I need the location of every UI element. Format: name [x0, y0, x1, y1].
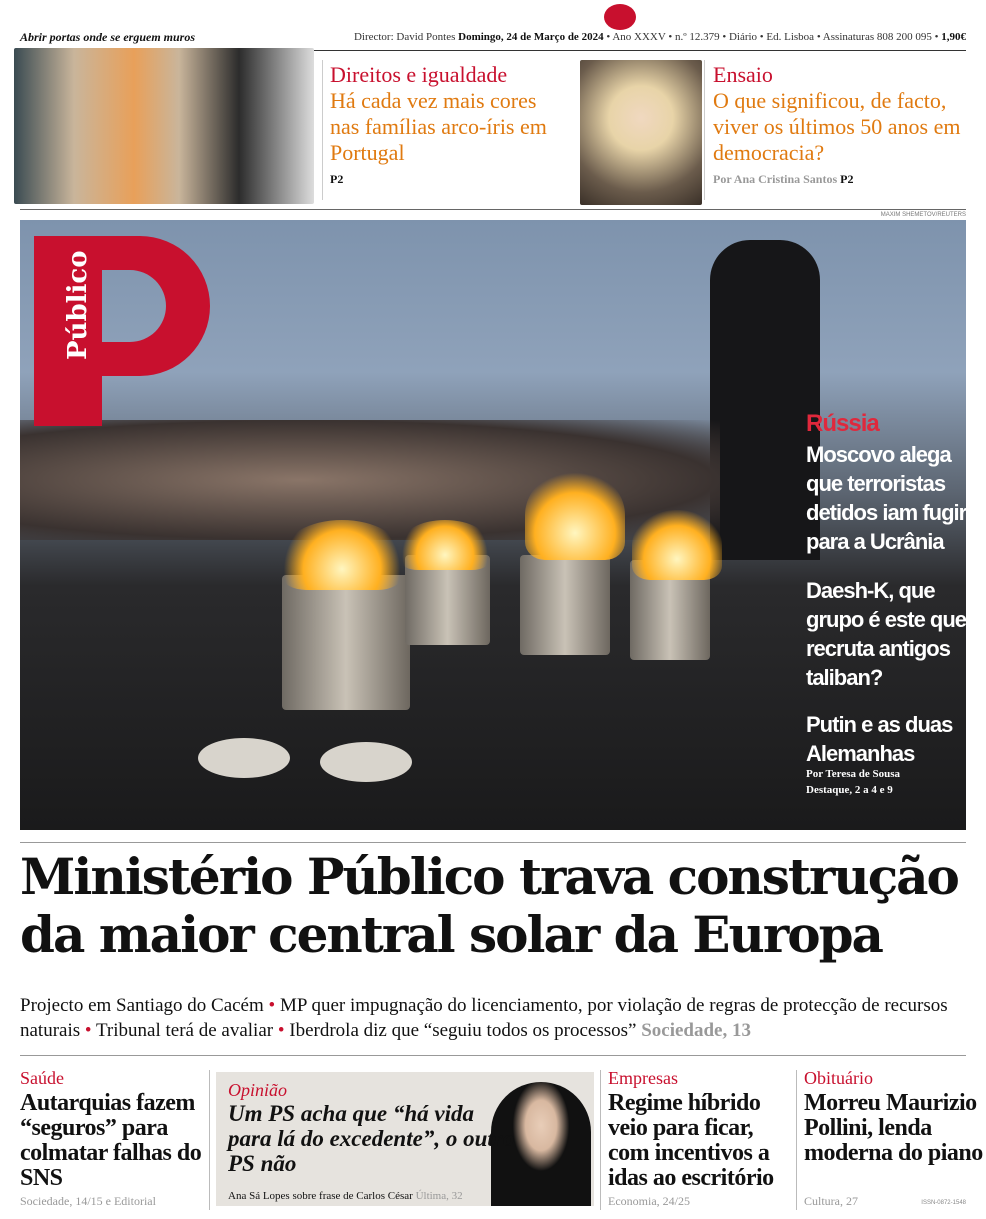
lead-summary: Projecto em Santiago do Cacém • MP quer impugnação do licenciamento, por violação de regras de protecção de recursos naturais • Tribunal terá de avaliar • Iberdrola diz que “seguiu todos os processos” Sociedade, 13: [20, 995, 948, 1041]
photo-credit: MAXIM SHEMETOV/REUTERS: [880, 212, 966, 218]
family-photo: [14, 48, 314, 204]
story-ref: Economia, 24/25: [608, 1194, 690, 1208]
story-ref: Sociedade, 14/15 e Editorial: [20, 1194, 156, 1208]
director: Director: David Pontes: [353, 31, 456, 43]
lead-headline[interactable]: Ministério Público trava construção da maior central solar da Europa: [20, 847, 958, 964]
price: 1,90€: [941, 31, 966, 43]
story-kicker: Saúde: [20, 1068, 64, 1088]
opinion-byline: Ana Sá Lopes sobre frase de Carlos César Última, 32: [228, 1190, 463, 1202]
story-ref: Cultura, 27: [804, 1194, 858, 1208]
opinion-headline: Um PS acha que “há vida para lá do excedente”, o outro PS não: [228, 1101, 515, 1176]
teaser-kicker: Direitos e igualdade: [330, 62, 508, 87]
teaser-headline: Há cada vez mais cores nas famílias arco-íris em Portugal: [330, 88, 547, 165]
russia-sidebar: [806, 410, 976, 796]
sidebar-ref: Destaque, 2 a 4 e 9: [806, 784, 893, 796]
sidebar-byline: Por Teresa de Sousa: [806, 768, 901, 780]
issue-number: • Ano XXXV • n.º 12.379 • Diário • Ed. Lisboa • Assinaturas 808 200 095 •: [606, 31, 939, 43]
story-business[interactable]: [608, 1068, 793, 1208]
opinion-kicker: Opinião: [228, 1080, 288, 1100]
teaser-rights[interactable]: [330, 62, 570, 187]
sidebar-item[interactable]: Moscovo alega que terroristas detidos iam fugir para a Ucrânia: [806, 442, 967, 554]
story-kicker: Obituário: [804, 1068, 873, 1088]
publico-logo: [30, 230, 220, 430]
teaser-byline: Por Ana Cristina Santos P2: [713, 172, 854, 186]
story-headline: Autarquias fazem “seguros” para colmatar falhas do SNS: [20, 1090, 202, 1191]
sidebar-item[interactable]: Daesh-K, que grupo é este que recruta antigos taliban?: [806, 578, 967, 690]
teaser-headline: O que significou, de facto, viver os últimos 50 anos em democracia?: [713, 88, 961, 165]
sidebar-kicker: Rússia: [806, 410, 879, 437]
woman-with-carnation-photo: [580, 60, 702, 205]
opinion-box[interactable]: [216, 1072, 594, 1206]
logo-text: Público: [63, 250, 93, 360]
date: Domingo, 24 de Março de 2024: [458, 31, 604, 43]
carnation-icon: [604, 4, 636, 30]
slogan: Abrir portas onde se erguem muros: [20, 30, 196, 44]
masthead-bar: [20, 28, 966, 50]
story-health[interactable]: [20, 1068, 205, 1208]
issue-info: [354, 31, 966, 43]
sidebar-item[interactable]: Putin e as duas Alemanhas: [806, 712, 953, 766]
teaser-ref: P2: [330, 172, 344, 186]
story-headline: Regime híbrido veio para ficar, com incentivos a idas ao escritório: [608, 1090, 774, 1191]
story-headline: Morreu Maurizio Pollini, lenda moderna do piano: [804, 1090, 983, 1166]
issn: ISSN-0872-1548: [921, 1200, 966, 1206]
teaser-kicker: Ensaio: [713, 62, 773, 87]
lead-ref: Sociedade, 13: [641, 1020, 751, 1041]
teaser-essay[interactable]: [713, 62, 983, 187]
story-kicker: Empresas: [608, 1068, 678, 1088]
